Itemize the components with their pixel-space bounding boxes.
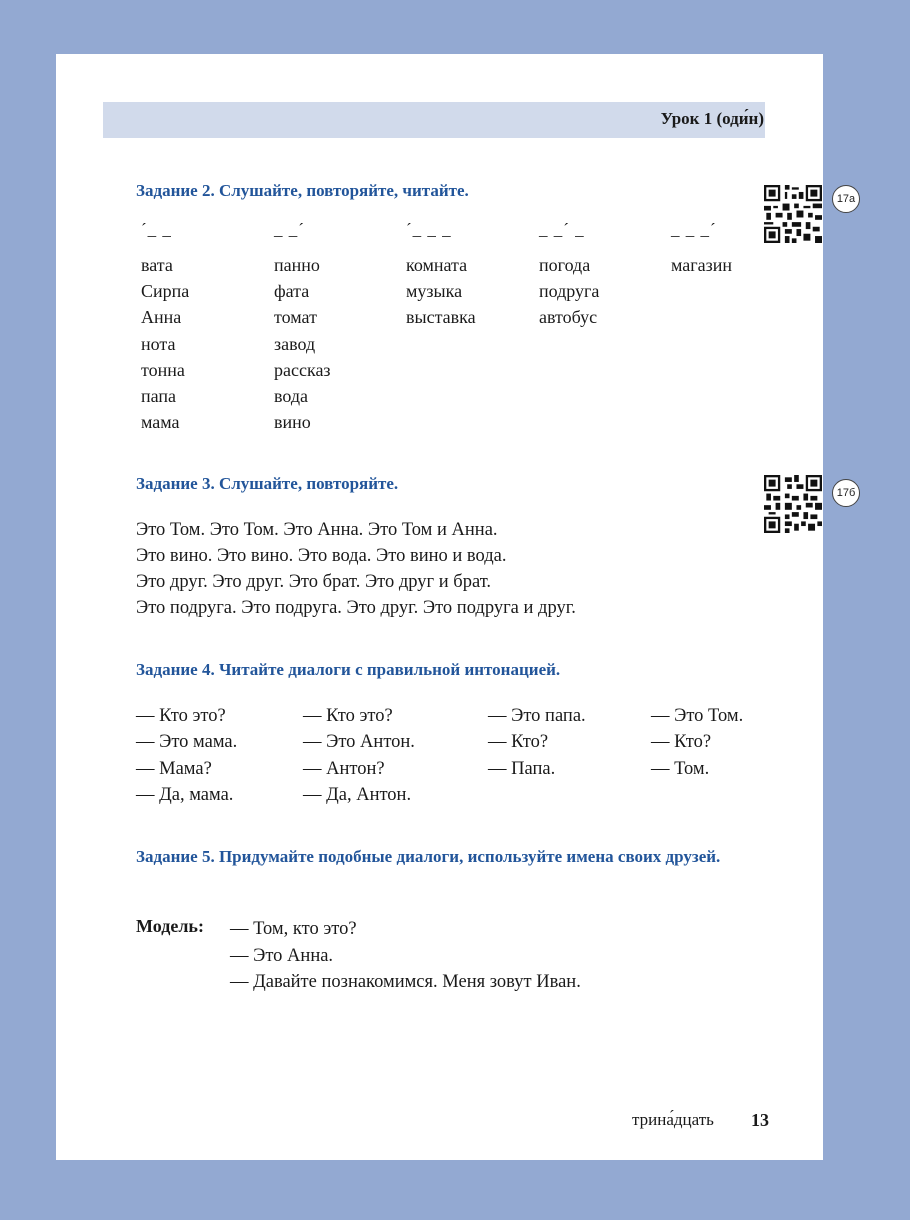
dialog-line: — Кто? xyxy=(488,732,549,753)
task-4-title: Задание 4. Читайте диалоги с правильной интонацией. xyxy=(136,660,561,679)
text-line: Это вино. Это вино. Это вода. Это вино и вода. xyxy=(136,546,507,566)
word: вата xyxy=(141,255,173,275)
dialog-line: — Кто это? xyxy=(303,706,393,726)
word: выставка xyxy=(406,307,476,328)
qr-code-icon[interactable] xyxy=(764,475,822,533)
word-column-4 xyxy=(539,252,599,331)
word: мама xyxy=(141,412,180,433)
stress-pattern-5: _ _ _´ xyxy=(671,220,717,239)
dialog-1 xyxy=(136,703,237,808)
dialog-line: — Кто это? xyxy=(136,706,226,726)
word-column-2 xyxy=(274,252,331,435)
word-column-5 xyxy=(671,252,732,278)
word: автобус xyxy=(539,307,598,328)
qr-code-icon[interactable] xyxy=(764,185,822,243)
dialog-line: — Том. xyxy=(651,758,710,779)
word: завод xyxy=(274,333,316,354)
stress-pattern-2: _ _´ xyxy=(274,220,305,239)
word: Сирпа xyxy=(141,281,190,302)
stress-pattern-1: ´_ _ xyxy=(141,220,172,239)
word: вино xyxy=(274,412,311,433)
audio-track-badge[interactable]: 17а xyxy=(832,185,860,213)
lesson-title: Урок 1 (оди́н) xyxy=(660,109,764,128)
dialog-line: — Это Антон. xyxy=(303,732,415,753)
dialog-line: — Кто? xyxy=(651,732,712,753)
dialog-line: — Это папа. xyxy=(488,706,586,726)
word: фата xyxy=(274,281,310,302)
word: панно xyxy=(274,255,320,275)
dialog-line: — Да, Антон. xyxy=(303,784,412,805)
text-line: Это друг. Это друг. Это брат. Это друг и брат. xyxy=(136,572,492,592)
word: папа xyxy=(141,386,177,407)
word-column-3 xyxy=(406,252,476,331)
model-label: Модель: xyxy=(136,916,204,936)
model-line: — Это Анна. xyxy=(230,945,334,966)
model-line: — Том, кто это? xyxy=(230,919,357,939)
dialog-4 xyxy=(651,703,743,782)
word: музыка xyxy=(406,281,463,302)
word: рассказ xyxy=(274,359,331,380)
word: подруга xyxy=(539,281,600,302)
model-line: — Давайте познакомимся. Меня зовут Иван. xyxy=(230,972,581,992)
text-line: Это подруга. Это подруга. Это друг. Это подруга и друг. xyxy=(136,598,576,618)
word: вода xyxy=(274,386,309,407)
task-3-lines xyxy=(136,517,576,621)
audio-track-badge[interactable]: 17б xyxy=(832,479,860,507)
dialog-3 xyxy=(488,703,586,782)
word: томат xyxy=(274,307,317,328)
dialog-line: — Мама? xyxy=(136,758,212,779)
dialog-2 xyxy=(303,703,415,808)
page-number: 13 xyxy=(751,1110,769,1130)
dialog-line: — Это Том. xyxy=(651,706,744,726)
task-2-title: Задание 2. Слушайте, повторяйте, читайте. xyxy=(136,181,469,200)
stress-pattern-4: _ _´ _ xyxy=(539,220,585,239)
word: тонна xyxy=(141,359,185,380)
dialog-line: — Антон? xyxy=(303,758,385,779)
stress-pattern-3: ´_ _ _ xyxy=(406,220,452,239)
text-line: Это Том. Это Том. Это Анна. Это Том и Анна. xyxy=(136,520,498,540)
word: комната xyxy=(406,255,468,275)
model-dialog xyxy=(230,916,581,996)
word: магазин xyxy=(671,255,733,275)
dialog-line: — Папа. xyxy=(488,758,556,779)
word: Анна xyxy=(141,307,182,328)
dialog-line: — Да, мама. xyxy=(136,784,234,805)
task-5-title: Задание 5. Придумайте подобные диалоги, используйте имена своих друзей. xyxy=(136,847,721,866)
task-3-title: Задание 3. Слушайте, повторяйте. xyxy=(136,474,399,493)
word-column-1 xyxy=(141,252,189,435)
dialog-line: — Это мама. xyxy=(136,732,238,753)
word: погода xyxy=(539,255,591,275)
page-number-word: трина́дцать xyxy=(632,1110,714,1129)
word: нота xyxy=(141,333,176,354)
